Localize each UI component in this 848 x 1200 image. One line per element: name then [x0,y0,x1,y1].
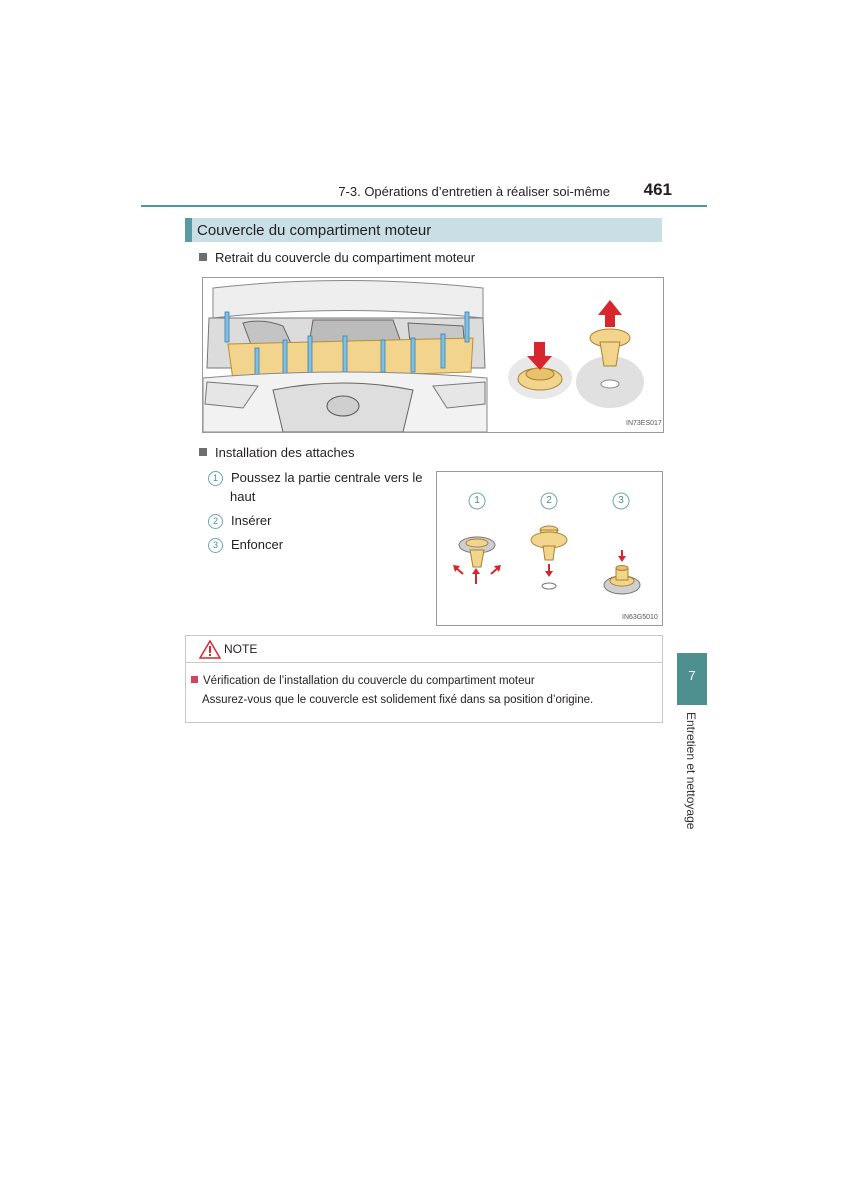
chapter-tab: 7 [677,653,707,705]
bullet-square-icon [199,448,207,456]
clip-installation-figure [436,471,663,626]
header-rule [141,205,707,207]
note-body: Assurez-vous que le couvercle est solidement fixé dans sa position d’origine. [202,694,594,706]
removal-heading [199,250,475,265]
page-number: 461 [643,180,672,199]
step-3 [208,535,283,554]
badge-2: 2 [546,495,552,506]
engine-cover-figure [202,277,664,433]
badge-1: 1 [474,495,480,506]
step-number-3: 3 [208,538,223,553]
note-header [186,636,662,663]
badge-3: 3 [618,495,624,506]
note-title [191,675,535,687]
note-title-text: Vérification de l’installation du couvercle du compartiment moteur [203,675,535,687]
step-1 [208,468,422,487]
installation-heading [199,445,354,460]
step-2 [208,511,271,530]
section-title-bar [185,218,662,242]
running-header: 7-3. Opérations d’entretien à réaliser soi-même [338,184,610,199]
note-bullet-icon [191,676,198,683]
section-accent [185,218,192,242]
removal-heading-text: Retrait du couvercle du compartiment moteur [215,250,476,265]
engine-cover-illustration [203,278,663,432]
step-3-text: Enfoncer [231,537,284,552]
warning-icon [199,640,221,659]
chapter-title: Entretien et nettoyage [684,712,698,830]
installation-heading-text: Installation des attaches [215,445,355,460]
step-1-text: Poussez la partie centrale vers le [231,470,423,485]
figure-code: IN73ES017 [626,420,662,427]
step-1-continued: haut [230,489,256,504]
section-title: Couvercle du compartiment moteur [197,222,432,239]
step-number-1: 1 [208,471,223,486]
note-box [185,635,663,723]
bullet-square-icon [199,253,207,261]
step-2-text: Insérer [231,513,272,528]
note-label: NOTE [224,642,258,656]
step-number-2: 2 [208,514,223,529]
figure-code: IN63G5010 [622,614,658,621]
